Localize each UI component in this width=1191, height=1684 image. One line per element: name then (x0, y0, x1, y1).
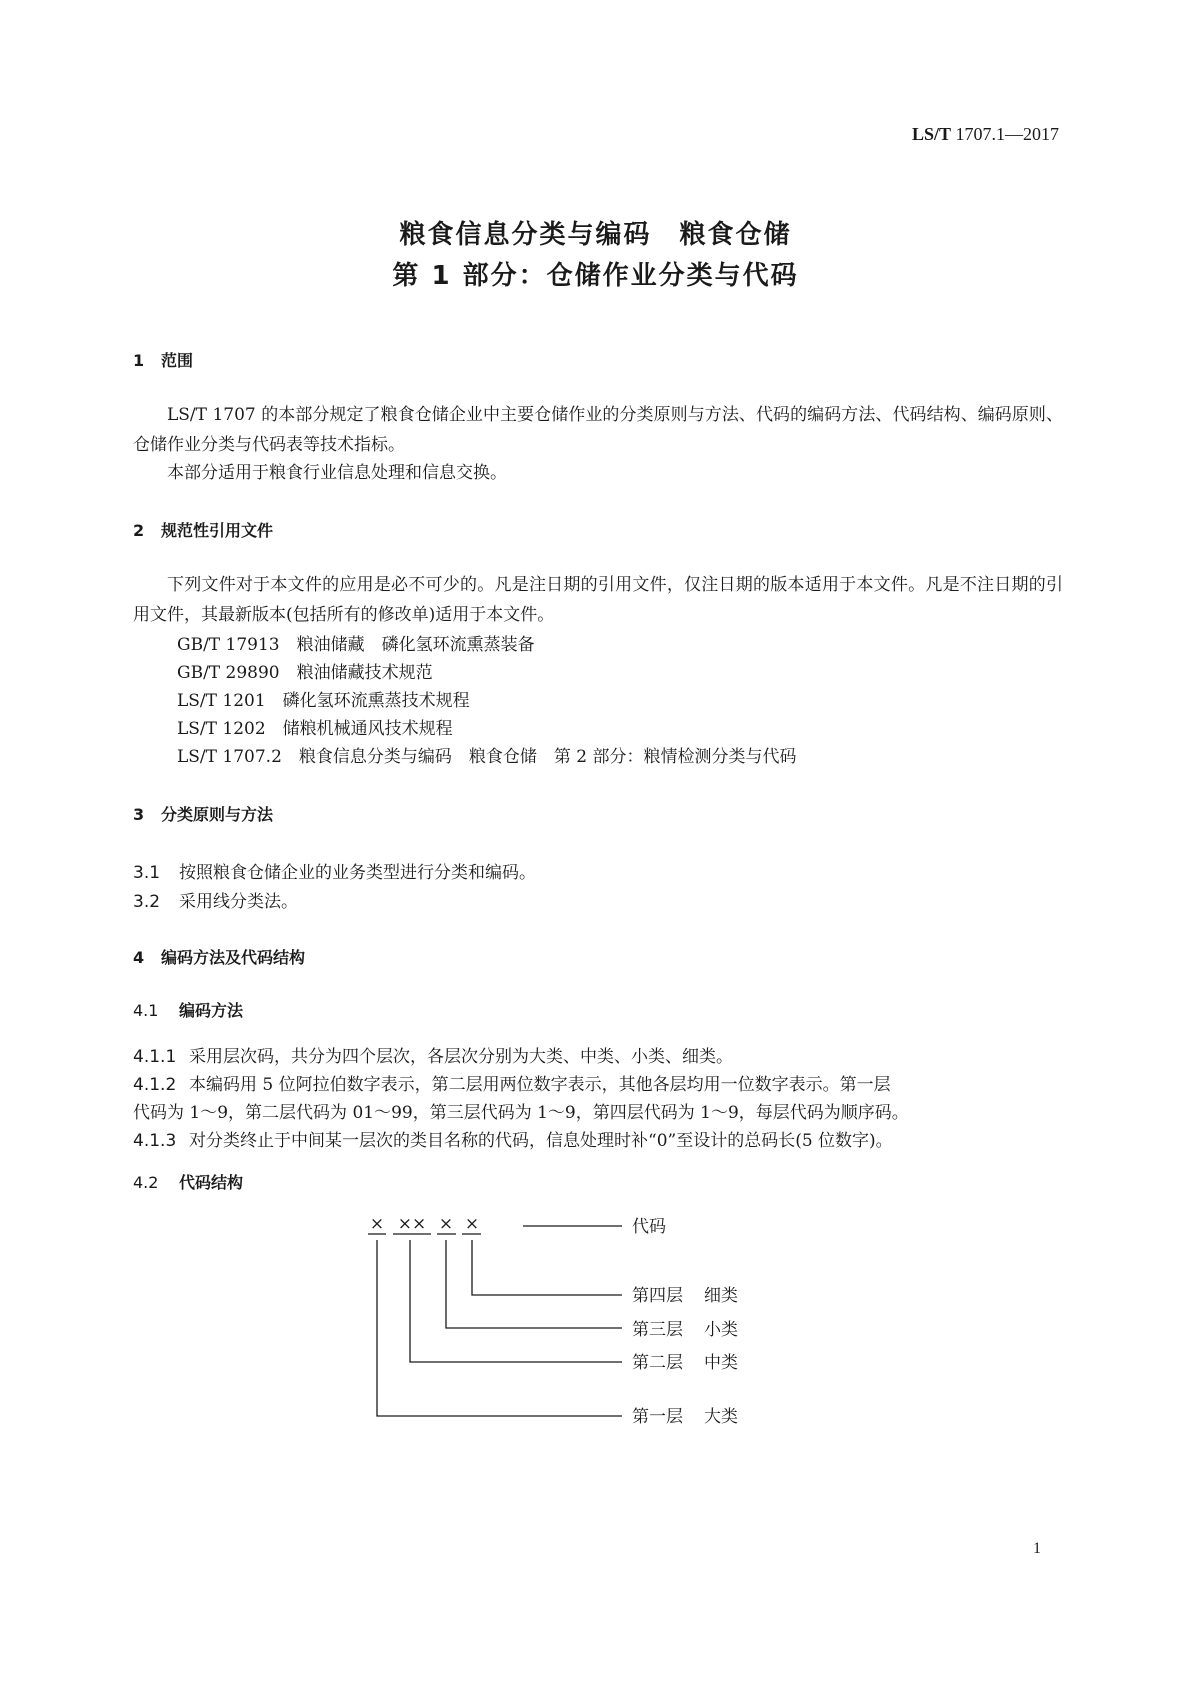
level-class-label: 大类 (704, 1407, 738, 1427)
reference-item: LS/T 1202 储粮机械通风技术规程 (177, 719, 453, 739)
level-class-label: 小类 (704, 1320, 738, 1340)
clause-number: 4.1.3 (133, 1131, 177, 1151)
clause-number: 4.1.2 (133, 1075, 177, 1095)
code-symbol-level-1: × (369, 1214, 385, 1234)
section-1-paragraph-2: 本部分适用于粮食行业信息处理和信息交换。 (167, 463, 507, 483)
code-symbol-level-3: × (438, 1214, 454, 1234)
level-2-connector (410, 1240, 622, 1362)
level-class-label: 细类 (704, 1286, 738, 1306)
section-number: 3 (133, 805, 145, 824)
standard-number-prefix: LS/T (911, 124, 951, 144)
clause-number: 3.2 (133, 892, 161, 912)
document-title-line2: 第 1 部分：仓储作业分类与代码 (392, 261, 799, 291)
section-number: 4 (133, 948, 145, 967)
clause-text: 按照粮食仓储企业的业务类型进行分类和编码。 (179, 863, 536, 883)
code-label: 代码 (632, 1217, 666, 1237)
section-2-paragraph-1: 下列文件对于本文件的应用是必不可少的。凡是注日期的引用文件，仅注日期的版本适用于本文件。凡是不注日期的引用文件，其最新版本(包括所有的修改单)适用于本文件。 (133, 575, 1063, 625)
section-number: 1 (133, 351, 145, 370)
page-number: 1 (1033, 1540, 1041, 1557)
section-title: 编码方法及代码结构 (161, 948, 306, 967)
level-layer-label: 第二层 (632, 1353, 683, 1373)
section-title: 代码结构 (179, 1173, 244, 1192)
document-title-line1: 粮食信息分类与编码 粮食仓储 (399, 220, 792, 250)
clause-text: 本编码用 5 位阿拉伯数字表示，第二层用两位数字表示，其他各层均用一位数字表示。第一层 (189, 1075, 891, 1095)
reference-item: GB/T 17913 粮油储藏 磷化氢环流熏蒸装备 (177, 635, 535, 655)
reference-item: LS/T 1707.2 粮食信息分类与编码 粮食仓储 第 2 部分：粮情检测分类与代码 (177, 747, 797, 767)
clause-text: 采用线分类法。 (179, 892, 298, 912)
clause-text: 采用层次码，共分为四个层次，各层次分别为大类、中类、小类、细类。 (189, 1047, 733, 1067)
clause-number: 4.1.1 (133, 1047, 177, 1067)
level-class-label: 中类 (704, 1353, 738, 1373)
section-1-paragraph-1: LS/T 1707 的本部分规定了粮食仓储企业中主要仓储作业的分类原则与方法、代码的编码方法、代码结构、编码原则、仓储作业分类与代码表等技术指标。 (133, 405, 1063, 455)
section-title: 范围 (161, 351, 194, 370)
code-symbol-level-2: ×× (397, 1214, 427, 1234)
level-layer-label: 第四层 (632, 1286, 683, 1306)
section-number: 4.1 (133, 1001, 159, 1020)
section-number: 2 (133, 521, 145, 540)
section-number: 4.2 (133, 1173, 159, 1192)
reference-item: LS/T 1201 磷化氢环流熏蒸技术规程 (177, 691, 470, 711)
section-title: 编码方法 (179, 1001, 244, 1020)
level-layer-label: 第一层 (632, 1407, 683, 1427)
section-title: 分类原则与方法 (161, 805, 274, 824)
clause-text: 对分类终止于中间某一层次的类目名称的代码，信息处理时补“0”至设计的总码长(5 位数字)。 (189, 1131, 893, 1151)
code-symbol-level-4: × (464, 1214, 480, 1234)
section-title: 规范性引用文件 (161, 521, 274, 540)
clause-4-1-2-continued: 代码为 1～9，第二层代码为 01～99，第三层代码为 1～9，第四层代码为 1～9，每层代码为顺序码。 (133, 1103, 909, 1123)
level-layer-label: 第三层 (632, 1320, 683, 1340)
clause-number: 3.1 (133, 863, 161, 883)
level-4-connector (472, 1240, 622, 1295)
reference-item: GB/T 29890 粮油储藏技术规范 (177, 663, 433, 683)
standard-number-value: 1707.1—2017 (955, 124, 1059, 144)
